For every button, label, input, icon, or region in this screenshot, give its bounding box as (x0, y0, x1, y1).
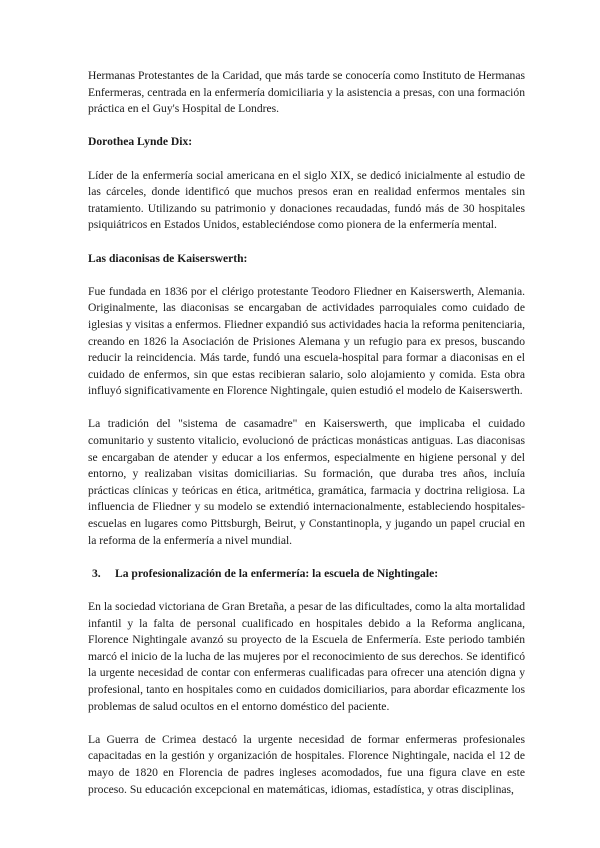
paragraph-dorothea-dix: Líder de la enfermería social americana en el siglo XIX, se dedicó inicialmente al estudio de las cárceles, donde identificó que muchos presos eran en realidad enfermos mentales sin tratamiento. Utilizando su patrimonio y donaciones recaudadas, fundó más de 30 hospitales psiquiátricos en Estados Unidos, estableciéndose como pionera de la enfermería mental. (88, 168, 525, 232)
section-number: 3. (92, 566, 101, 580)
heading-kaiserswerth: Las diaconisas de Kaiserswerth: (88, 251, 248, 265)
section-title: La profesionalización de la enfermería: la escuela de Nightingale: (115, 566, 439, 580)
section-heading-nightingale (88, 566, 525, 583)
paragraph-nightingale-2: La Guerra de Crimea destacó la urgente necesidad de formar enfermeras profesionales capacitadas en la gestión y organización de hospitales. Florence Nightingale, nacida el 12 de mayo de 1820 en Florencia de padres ingleses acomodados, fue una figura clave en este proceso. Su educación excepcional en matemáticas, idiomas, estadística, y otras disciplinas, (88, 732, 525, 796)
document-body (88, 68, 525, 815)
paragraph-kaiserswerth-2: La tradición del "sistema de casamadre" en Kaiserswerth, que implicaba el cuidado comunitario y sustento vitalicio, evolucionó de prácticas monásticas antiguas. Las diaconisas se encargaban de atender y educar a los enfermos, especialmente en higiene personal y del entorno, y realizaban visitas domiciliarias. Su formación, que duraba tres años, incluía prácticas clínicas y teóricas en ética, aritmética, gramática, farmacia y doctrina religiosa. La influencia de Fliedner y su modelo se extendió internacionalmente, estableciendo hospitales-escuelas en lugares como Pittsburgh, Beirut, y Constantinopla, y jugando un papel crucial en la reforma de la enfermería a nivel mundial. (88, 417, 525, 547)
heading-dorothea-dix: Dorothea Lynde Dix: (88, 135, 193, 149)
paragraph-kaiserswerth-1: Fue fundada en 1836 por el clérigo protestante Teodoro Fliedner en Kaiserswerth, Alemania. Originalmente, las diaconisas se encargaban de actividades parroquiales como cuidado de iglesias y visitas a enfermos. Fliedner expandió sus actividades hacia la reforma penitenciaria, creando en 1826 la Asociación de Prisiones Alemana y un refugio para ex presos, buscando reducir la reincidencia. Más tarde, fundó una escuela-hospital para formar a diaconisas en el cuidado de enfermos, sin que estas recibieran salario, solo alojamiento y comida. Esta obra influyó significativamente en Florence Nightingale, quien estudió el modelo de Kaiserswerth. (88, 284, 525, 398)
paragraph-nightingale-1: En la sociedad victoriana de Gran Bretaña, a pesar de las dificultades, como la alta mortalidad infantil y la falta de personal cualificado en hospitales debido a la Reforma anglicana, Florence Nightingale avanzó su proyecto de la Escuela de Enfermería. Este periodo también marcó el inicio de la lucha de las mujeres por el reconocimiento de sus derechos. Se identificó la urgente necesidad de contar con enfermeras cualificadas para ofrecer una atención digna y profesional, tanto en hospitales como en cuidados domiciliarios, para abordar eficazmente los problemas de salud ocultos en el entorno doméstico del paciente. (88, 600, 525, 713)
paragraph-intro: Hermanas Protestantes de la Caridad, que más tarde se conocería como Instituto de Hermanas Enfermeras, centrada en la enfermería domiciliaria y la asistencia a presas, con una formación práctica en el Guy's Hospital de Londres. (88, 69, 525, 116)
